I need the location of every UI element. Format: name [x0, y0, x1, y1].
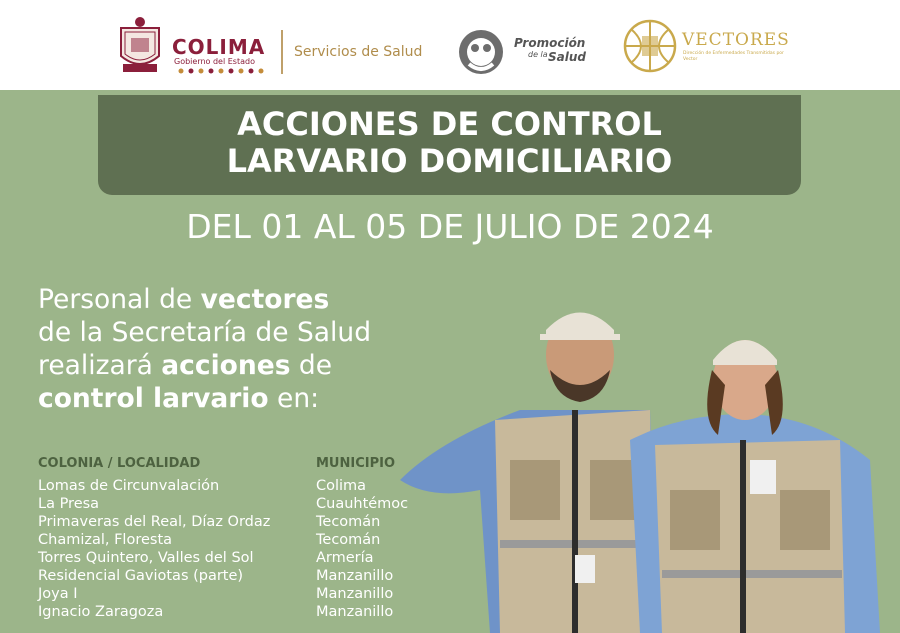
colima-title: COLIMA — [172, 35, 266, 59]
colima-coat-of-arms-icon — [115, 14, 165, 76]
title-line-2: LARVARIO DOMICILIARIO — [226, 142, 673, 180]
intro-bold-part: vectores — [200, 284, 330, 315]
promocion-de-la-label: de la — [528, 50, 548, 59]
intro-text-part: de — [290, 350, 333, 381]
date-range: DEL 01 AL 05 DE JULIO DE 2024 — [186, 207, 714, 246]
municipio-item: Tecomán — [316, 514, 381, 530]
colonia-item: Lomas de Circunvalación — [38, 478, 220, 494]
colonia-item: Chamizal, Floresta — [38, 532, 173, 548]
colima-decoration-icon — [176, 68, 266, 74]
page-title — [98, 106, 801, 180]
promocion-label: Promoción — [514, 36, 586, 50]
header-logos — [0, 0, 900, 90]
colonia-item: La Presa — [38, 496, 100, 512]
intro-bold-part: control larvario — [38, 383, 269, 414]
colonia-item: Ignacio Zaragoza — [38, 604, 164, 620]
intro-text-part: en: — [268, 383, 320, 414]
colonia-item: Torres Quintero, Valles del Sol — [38, 550, 254, 566]
colonia-item: Residencial Gaviotas (parte) — [38, 568, 244, 584]
municipio-item: Cuauhtémoc — [316, 496, 409, 512]
promocion-salud-logo-icon — [455, 26, 507, 78]
municipio-item: Armería — [316, 550, 374, 566]
servicios-de-salud-label: Servicios de Salud — [294, 44, 423, 60]
header-divider — [281, 30, 283, 74]
intro-text-part: Personal de — [38, 284, 201, 315]
vectores-title: VECTORES — [682, 30, 790, 50]
colonia-item: Primaveras del Real, Díaz Ordaz — [38, 514, 271, 530]
vectores-staff-photo — [400, 290, 900, 633]
intro-bold-part: acciones — [161, 350, 291, 381]
title-line-1: ACCIONES DE CONTROL — [237, 105, 662, 143]
municipio-item: Colima — [316, 478, 367, 494]
municipio-item: Manzanillo — [316, 586, 394, 602]
municipio-header: MUNICIPIO — [316, 456, 396, 471]
intro-line-2: de la Secretaría de Salud — [38, 317, 372, 348]
intro-text-part: realizará — [38, 350, 162, 381]
colonia-list — [38, 477, 270, 621]
vectores-logo-icon — [622, 18, 678, 74]
vectores-subtitle: Dirección de Enfermedades Transmitidas por Vector — [683, 51, 784, 62]
municipio-item: Manzanillo — [316, 604, 394, 620]
colima-subtitle: Gobierno del Estado — [174, 57, 255, 66]
municipio-item: Tecomán — [316, 532, 381, 548]
promocion-salud-label: Salud — [548, 50, 586, 64]
municipio-item: Manzanillo — [316, 568, 394, 584]
colonia-item: Joya I — [38, 586, 78, 602]
colonia-header: COLONIA / LOCALIDAD — [38, 456, 201, 471]
municipio-list — [316, 477, 408, 621]
